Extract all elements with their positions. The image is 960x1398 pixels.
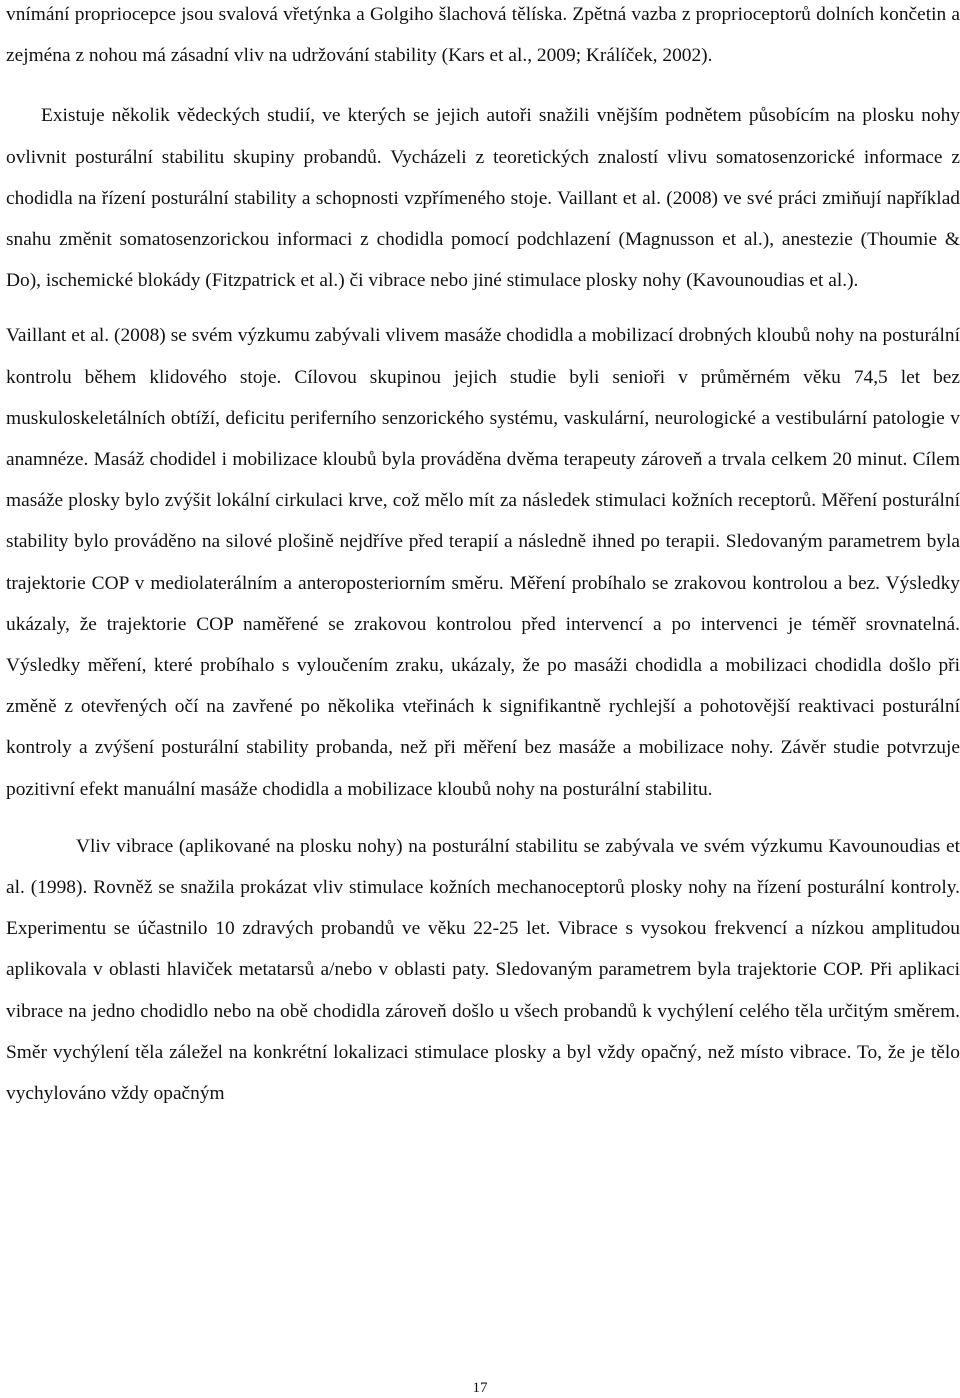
paragraph-studies-overview: Existuje několik vědeckých studií, ve kterých se jejich autoři snažili vnějším podnětem působícím na plosku nohy ovlivnit posturální stabilitu skupiny probandů. Vycházeli z teoretických znalostí vlivu somatosenzorické informace z chodidla na řízení posturální stability a schopnosti vzpřímeného stoje. Vaillant et al. (2008) ve své práci zmiňují například snahu změnit somatosenzorickou informaci z chodidla pomocí podchlazení (Magnusson et al.), anestezie (Thoumie & Do), ischemické blokády (Fitzpatrick et al.) či vibrace nebo jiné stimulace plosky nohy (Kavounoudias et al.). (6, 105, 960, 292)
paragraph-vibration-study: Vliv vibrace (aplikované na plosku nohy) na posturální stabilitu se zabývala ve svém výzkumu Kavounoudias et al. (1998). Rovněž se snažila prokázat vliv stimulace kožních mechanoceptorů plosky nohy na řízení posturální kontroly. Experimentu se účastnilo 10 zdravých probandů ve věku 22-25 let. Vibrace s vysokou frekvencí a nízkou amplitudou aplikovala v oblasti hlaviček metatarsů a/nebo v oblasti paty. Sledovaným parametrem byla trajektorie COP. Při aplikaci vibrace na jedno chodidlo nebo na obě chodidla zároveň došlo u všech probandů k vychýlení celého těla určitým směrem. Směr vychýlení těla záležel na konkrétní lokalizaci stimulace plosky a byl vždy opačný, než místo vibrace. To, že je tělo vychylováno vždy opačným (6, 835, 960, 1105)
paragraph-vaillant-study: Vaillant et al. (2008) se svém výzkumu zabývali vlivem masáže chodidla a mobilizací drobných kloubů nohy na posturální kontrolu během klidového stoje. Cílovou skupinou jejich studie byli senioři v průměrném věku 74,5 let bez muskuloskeletálních obtíží, deficitu periferního senzorického systému, vaskulární, neurologické a vestibulární patologie v anamnéze. Masáž chodidel i mobilizace kloubů byla prováděna dvěma terapeuty zároveň a trvala celkem 20 minut. Cílem masáže plosky bylo zvýšit lokální cirkulaci krve, což mělo mít za následek stimulaci kožních receptorů. Měření posturální stability bylo prováděno na silové plošině nejdříve před terapií a následně ihned po terapii. Sledovaným parametrem byla trajektorie COP v mediolaterálním a anteroposteriorním směru. Měření probíhalo se zrakovou kontrolou a bez. Výsledky ukázaly, že trajektorie COP naměřené se zrakovou kontrolou před intervencí a po intervenci je téměř srovnatelná. Výsledky měření, které probíhalo s vyloučením zraku, ukázaly, že po masáži chodidla a mobilizaci chodidla došlo při změně z otevřených očí na zavřené po několika vteřinách k signifikantně rychlejší a pohotovější reaktivaci posturální kontroly a zvýšení posturální stability probanda, než při měření bez masáže a mobilizace nohy. Závěr studie potvrzuje pozitivní efekt manuální masáže chodidla a mobilizace kloubů nohy na posturální stabilitu. (6, 325, 960, 800)
paragraph-continuation: vnímání propriocepce jsou svalová vřetýnka a Golgiho šlachová tělíska. Zpětná vazba z proprioceptorů dolních končetin a zejména z nohou má zásadní vliv na udržování stability (Kars et al., 2009; Králíček, 2002). (6, 4, 960, 67)
page-number: 17 (472, 1380, 488, 1396)
document-page (6, 0, 960, 1114)
